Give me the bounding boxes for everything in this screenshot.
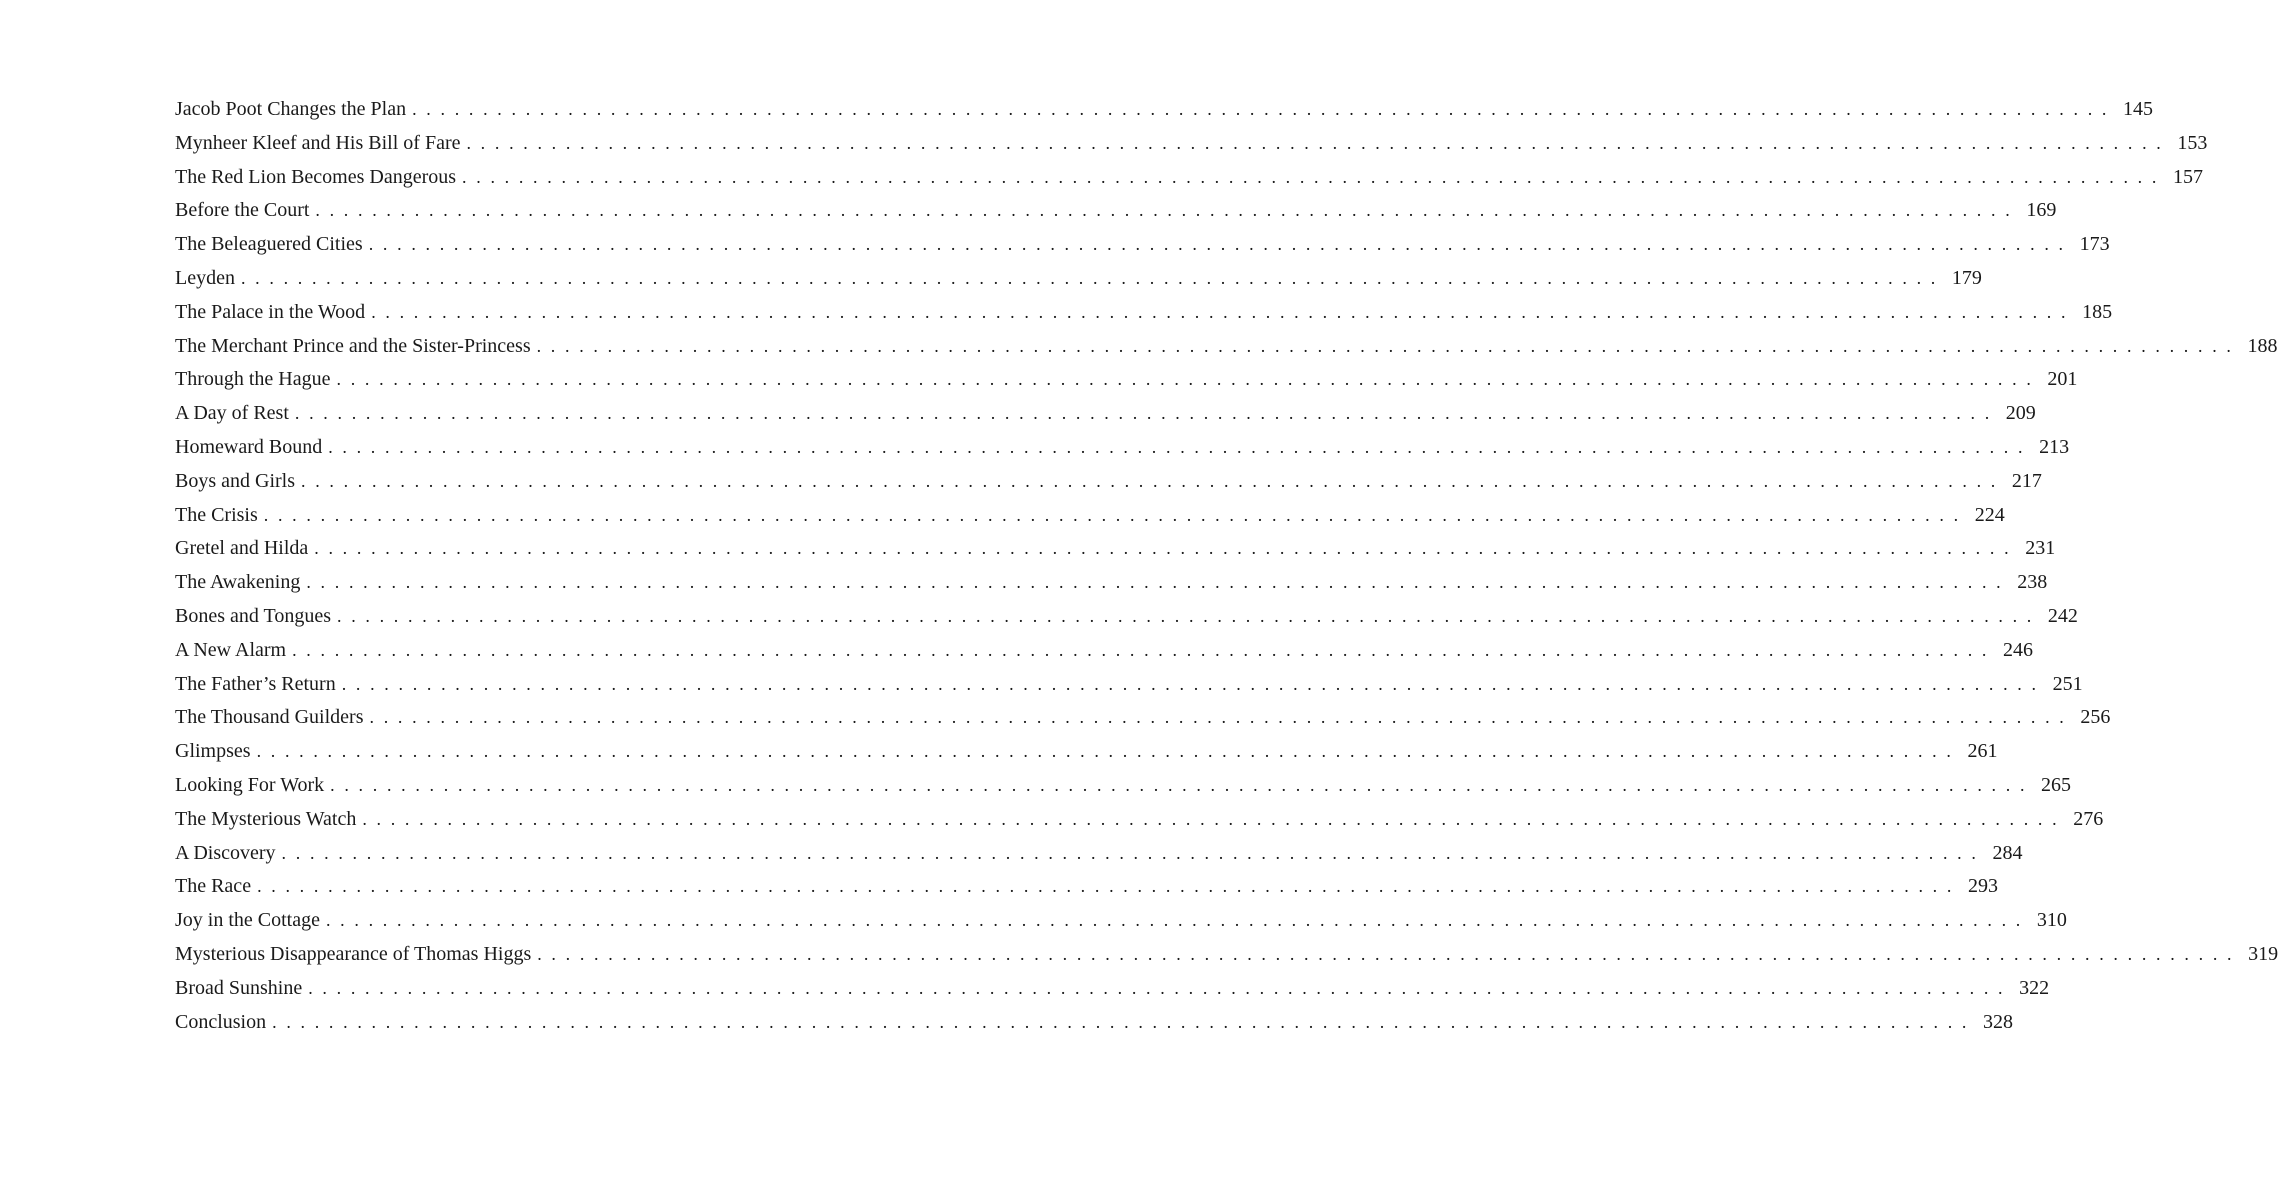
toc-entry-page-number: 224 [1974, 503, 2005, 526]
toc-entry-page-number: 256 [2080, 706, 2111, 729]
toc-entry-title: The Merchant Prince and the Sister-Princess [175, 334, 531, 357]
toc-entry [175, 363, 2078, 397]
dot-leader: . . . . . . . . . . . . . . . . . . . . . . . . . . . . . . . . . . . . . . . . . . . . . . . . . . . . . . . . . . . . . . . . . . . . . . . . . . . . . . . . . . . . . . . . . . . . . . . . . . . . . . . . . . . . . . . . . . . . . . . . [466, 132, 2164, 153]
toc-entry-page-number: 251 [2052, 672, 2083, 695]
dot-leader: . . . . . . . . . . . . . . . . . . . . . . . . . . . . . . . . . . . . . . . . . . . . . . . . . . . . . . . . . . . . . . . . . . . . . . . . . . . . . . . . . . . . . . . . . . . . . . . . . . . . . . . . . . . . . . . . . . . . . . . . [315, 200, 2013, 221]
dot-leader: . . . . . . . . . . . . . . . . . . . . . . . . . . . . . . . . . . . . . . . . . . . . . . . . . . . . . . . . . . . . . . . . . . . . . . . . . . . . . . . . . . . . . . . . . . . . . . . . . . . . . . . . . . . . . . . . . . . . . . . . [306, 572, 2004, 593]
toc-entry [175, 668, 2083, 702]
dot-leader: . . . . . . . . . . . . . . . . . . . . . . . . . . . . . . . . . . . . . . . . . . . . . . . . . . . . . . . . . . . . . . . . . . . . . . . . . . . . . . . . . . . . . . . . . . . . . . . . . . . . . . . . . . . . . . . . . . . . . . . . [240, 267, 1938, 288]
toc-entry-page-number: 185 [2082, 300, 2113, 323]
dot-leader: . . . . . . . . . . . . . . . . . . . . . . . . . . . . . . . . . . . . . . . . . . . . . . . . . . . . . . . . . . . . . . . . . . . . . . . . . . . . . . . . . . . . . . . . . . . . . . . . . . . . . . . . . . . . . . . . . . . . . . . . [281, 842, 1979, 863]
toc-entry-page-number: 217 [2011, 469, 2042, 492]
table-of-contents [175, 93, 2278, 1039]
dot-leader: . . . . . . . . . . . . . . . . . . . . . . . . . . . . . . . . . . . . . . . . . . . . . . . . . . . . . . . . . . . . . . . . . . . . . . . . . . . . . . . . . . . . . . . . . . . . . . . . . . . . . . . . . . . . . . . . . . . . . . . . [328, 436, 2026, 457]
toc-entry [175, 93, 2153, 127]
toc-entry-title: The Awakening [175, 571, 301, 594]
dot-leader: . . . . . . . . . . . . . . . . . . . . . . . . . . . . . . . . . . . . . . . . . . . . . . . . . . . . . . . . . . . . . . . . . . . . . . . . . . . . . . . . . . . . . . . . . . . . . . . . . . . . . . . . . . . . . . . . . . . . . . . . [362, 808, 2060, 829]
toc-entry [175, 803, 2104, 837]
dot-leader: . . . . . . . . . . . . . . . . . . . . . . . . . . . . . . . . . . . . . . . . . . . . . . . . . . . . . . . . . . . . . . . . . . . . . . . . . . . . . . . . . . . . . . . . . . . . . . . . . . . . . . . . . . . . . . . . . . . . . . . . [325, 910, 2023, 931]
toc-entry-page-number: 319 [2248, 942, 2278, 965]
toc-entry-title: The Mysterious Watch [175, 807, 357, 830]
toc-entry-page-number: 188 [2247, 334, 2278, 357]
toc-entry [175, 228, 2110, 262]
toc-entry-title: The Palace in the Wood [175, 300, 366, 323]
toc-entry-page-number: 145 [2123, 98, 2153, 120]
toc-entry-page-number: 293 [1967, 875, 1998, 898]
toc-entry-page-number: 173 [2079, 233, 2110, 256]
toc-entry-page-number: 231 [2025, 537, 2056, 560]
toc-entry-title: Broad Sunshine [175, 976, 303, 999]
dot-leader: . . . . . . . . . . . . . . . . . . . . . . . . . . . . . . . . . . . . . . . . . . . . . . . . . . . . . . . . . . . . . . . . . . . . . . . . . . . . . . . . . . . . . . . . . . . . . . . . . . . . . . . . . . . . . . . . . . . . . . . . [308, 977, 2006, 998]
toc-entry [175, 735, 1998, 769]
toc-entry [175, 1006, 2014, 1040]
toc-entry-title: Jacob Poot Changes the Plan [175, 98, 407, 120]
toc-entry-title: Glimpses [175, 740, 251, 763]
toc-entry-title: The Race [175, 875, 252, 898]
toc-entry [175, 532, 2056, 566]
toc-entry-page-number: 328 [1983, 1010, 2014, 1033]
dot-leader: . . . . . . . . . . . . . . . . . . . . . . . . . . . . . . . . . . . . . . . . . . . . . . . . . . . . . . . . . . . . . . . . . . . . . . . . . . . . . . . . . . . . . . . . . . . . . . . . . . . . . . . . . . . . . . . . . . . . . . . . [336, 369, 2034, 390]
toc-entry-page-number: 284 [1992, 841, 2023, 864]
toc-entry-title: The Red Lion Becomes Dangerous [175, 165, 457, 188]
toc-entry-title: A Discovery [175, 841, 276, 864]
toc-list [175, 93, 2278, 1039]
toc-entry [175, 904, 2067, 938]
toc-entry [175, 870, 1998, 904]
toc-entry [175, 296, 2113, 330]
toc-entry-page-number: 322 [2019, 976, 2050, 999]
toc-entry-title: Through the Hague [175, 368, 331, 391]
dot-leader: . . . . . . . . . . . . . . . . . . . . . . . . . . . . . . . . . . . . . . . . . . . . . . . . . . . . . . . . . . . . . . . . . . . . . . . . . . . . . . . . . . . . . . . . . . . . . . . . . . . . . . . . . . . . . . . . . . . . . . . . [292, 639, 1989, 660]
toc-entry [175, 938, 2278, 972]
dot-leader: . . . . . . . . . . . . . . . . . . . . . . . . . . . . . . . . . . . . . . . . . . . . . . . . . . . . . . . . . . . . . . . . . . . . . . . . . . . . . . . . . . . . . . . . . . . . . . . . . . . . . . . . . . . . . . . . . . . . . . . . [314, 538, 2012, 559]
dot-leader: . . . . . . . . . . . . . . . . . . . . . . . . . . . . . . . . . . . . . . . . . . . . . . . . . . . . . . . . . . . . . . . . . . . . . . . . . . . . . . . . . . . . . . . . . . . . . . . . . . . . . . . . . . . . . . . . . . . . . . . . [337, 605, 2034, 626]
toc-entry [175, 701, 2111, 735]
toc-entry [175, 127, 2208, 161]
dot-leader: . . . . . . . . . . . . . . . . . . . . . . . . . . . . . . . . . . . . . . . . . . . . . . . . . . . . . . . . . . . . . . . . . . . . . . . . . . . . . . . . . . . . . . . . . . . . . . . . . . . . . . . . . . . . . . . . . . . . . . . . [256, 741, 1954, 762]
dot-leader: . . . . . . . . . . . . . . . . . . . . . . . . . . . . . . . . . . . . . . . . . . . . . . . . . . . . . . . . . . . . . . . . . . . . . . . . . . . . . . . . . . . . . . . . . . . . . . . . . . . . . . . . . . . . . . . . . . . . . . . . [294, 403, 1992, 424]
toc-entry [175, 837, 2023, 871]
toc-entry [175, 499, 2005, 533]
toc-entry-title: A New Alarm [175, 638, 287, 661]
toc-entry [175, 600, 2078, 634]
toc-entry-title: The Father’s Return [175, 672, 336, 695]
toc-entry-title: Conclusion [175, 1010, 267, 1033]
toc-entry-title: Joy in the Cottage [175, 909, 320, 932]
toc-entry-title: Mynheer Kleef and His Bill of Fare [175, 131, 461, 154]
toc-entry-page-number: 261 [1967, 740, 1998, 763]
toc-entry-page-number: 213 [2039, 435, 2070, 458]
dot-leader: . . . . . . . . . . . . . . . . . . . . . . . . . . . . . . . . . . . . . . . . . . . . . . . . . . . . . . . . . . . . . . . . . . . . . . . . . . . . . . . . . . . . . . . . . . . . . . . . . . . . . . . . . . . . . . . . . . . . . . . . [301, 470, 1998, 491]
toc-entry-title: The Crisis [175, 503, 258, 526]
toc-entry-page-number: 310 [2036, 909, 2067, 932]
toc-entry-page-number: 209 [2005, 402, 2036, 425]
toc-entry-page-number: 265 [2041, 773, 2072, 796]
toc-entry-page-number: 276 [2073, 807, 2104, 830]
dot-leader: . . . . . . . . . . . . . . . . . . . . . . . . . . . . . . . . . . . . . . . . . . . . . . . . . . . . . . . . . . . . . . . . . . . . . . . . . . . . . . . . . . . . . . . . . . . . . . . . . . . . . . . . . . . . . . . . . . . . . . . . [257, 876, 1954, 897]
toc-entry-title: Bones and Tongues [175, 604, 331, 627]
toc-entry-page-number: 242 [2047, 604, 2078, 627]
toc-entry-page-number: 238 [2017, 571, 2048, 594]
dot-leader: . . . . . . . . . . . . . . . . . . . . . . . . . . . . . . . . . . . . . . . . . . . . . . . . . . . . . . . . . . . . . . . . . . . . . . . . . . . . . . . . . . . . . . . . . . . . . . . . . . . . . . . . . . . . . . . . . . . . . . . . [371, 301, 2069, 322]
dot-leader: . . . . . . . . . . . . . . . . . . . . . . . . . . . . . . . . . . . . . . . . . . . . . . . . . . . . . . . . . . . . . . . . . . . . . . . . . . . . . . . . . . . . . . . . . . . . . . . . . . . . . . . . . . . . . . . . . . . . . . . . [272, 1011, 1970, 1032]
toc-entry-title: A Day of Rest [175, 402, 289, 425]
dot-leader: . . . . . . . . . . . . . . . . . . . . . . . . . . . . . . . . . . . . . . . . . . . . . . . . . . . . . . . . . . . . . . . . . . . . . . . . . . . . . . . . . . . . . . . . . . . . . . . . . . . . . . . . . . . . . . . . . . . . . . . . [537, 943, 2235, 964]
toc-entry-page-number: 153 [2177, 131, 2208, 154]
dot-leader: . . . . . . . . . . . . . . . . . . . . . . . . . . . . . . . . . . . . . . . . . . . . . . . . . . . . . . . . . . . . . . . . . . . . . . . . . . . . . . . . . . . . . . . . . . . . . . . . . . . . . . . . . . . . . . . . . . . . . . . . [330, 774, 2028, 795]
toc-entry-page-number: 169 [2026, 199, 2057, 222]
toc-entry [175, 634, 2033, 668]
toc-entry-title: Leyden [175, 266, 235, 289]
dot-leader: . . . . . . . . . . . . . . . . . . . . . . . . . . . . . . . . . . . . . . . . . . . . . . . . . . . . . . . . . . . . . . . . . . . . . . . . . . . . . . . . . . . . . . . . . . . . . . . . . . . . . . . . . . . . . . . . . . . . . . . . [462, 166, 2159, 187]
toc-entry [175, 397, 2036, 431]
toc-entry [175, 972, 2050, 1006]
toc-entry [175, 465, 2042, 499]
toc-entry [175, 431, 2070, 465]
dot-leader: . . . . . . . . . . . . . . . . . . . . . . . . . . . . . . . . . . . . . . . . . . . . . . . . . . . . . . . . . . . . . . . . . . . . . . . . . . . . . . . . . . . . . . . . . . . . . . . . . . . . . . . . . . . . . . . . . . . . . . . . [536, 335, 2234, 356]
toc-entry [175, 262, 1982, 296]
dot-leader: . . . . . . . . . . . . . . . . . . . . . . . . . . . . . . . . . . . . . . . . . . . . . . . . . . . . . . . . . . . . . . . . . . . . . . . . . . . . . . . . . . . . . . . . . . . . . . . . . . . . . . . . . . . . . . . . . . . . . . . . [368, 234, 2066, 255]
toc-entry [175, 194, 2057, 228]
toc-entry [175, 330, 2278, 364]
dot-leader: . . . . . . . . . . . . . . . . . . . . . . . . . . . . . . . . . . . . . . . . . . . . . . . . . . . . . . . . . . . . . . . . . . . . . . . . . . . . . . . . . . . . . . . . . . . . . . . . . . . . . . . . . . . . . . . . . . . . . . . . [341, 673, 2039, 694]
toc-entry [175, 161, 2203, 195]
dot-leader: . . . . . . . . . . . . . . . . . . . . . . . . . . . . . . . . . . . . . . . . . . . . . . . . . . . . . . . . . . . . . . . . . . . . . . . . . . . . . . . . . . . . . . . . . . . . . . . . . . . . . . . . . . . . . . . . . . . . . . . . [263, 504, 1961, 525]
toc-entry-page-number: 201 [2047, 368, 2078, 391]
toc-entry [175, 566, 2048, 600]
toc-entry-page-number: 179 [1951, 266, 1982, 289]
toc-entry-title: The Thousand Guilders [175, 706, 364, 729]
toc-entry-title: Homeward Bound [175, 435, 323, 458]
toc-entry-title: Before the Court [175, 199, 310, 222]
toc-entry-title: Boys and Girls [175, 469, 295, 492]
toc-entry-page-number: 246 [2003, 638, 2033, 661]
toc-entry-title: Mysterious Disappearance of Thomas Higgs [175, 942, 532, 965]
toc-entry-title: Looking For Work [175, 773, 325, 796]
dot-leader: . . . . . . . . . . . . . . . . . . . . . . . . . . . . . . . . . . . . . . . . . . . . . . . . . . . . . . . . . . . . . . . . . . . . . . . . . . . . . . . . . . . . . . . . . . . . . . . . . . . . . . . . . . . . . . . . . . . . . . . . [412, 99, 2109, 119]
toc-entry-page-number: 157 [2172, 165, 2203, 188]
dot-leader: . . . . . . . . . . . . . . . . . . . . . . . . . . . . . . . . . . . . . . . . . . . . . . . . . . . . . . . . . . . . . . . . . . . . . . . . . . . . . . . . . . . . . . . . . . . . . . . . . . . . . . . . . . . . . . . . . . . . . . . . [369, 707, 2067, 728]
toc-entry [175, 769, 2072, 803]
toc-entry-title: The Beleaguered Cities [175, 233, 363, 256]
toc-entry-title: Gretel and Hilda [175, 537, 309, 560]
